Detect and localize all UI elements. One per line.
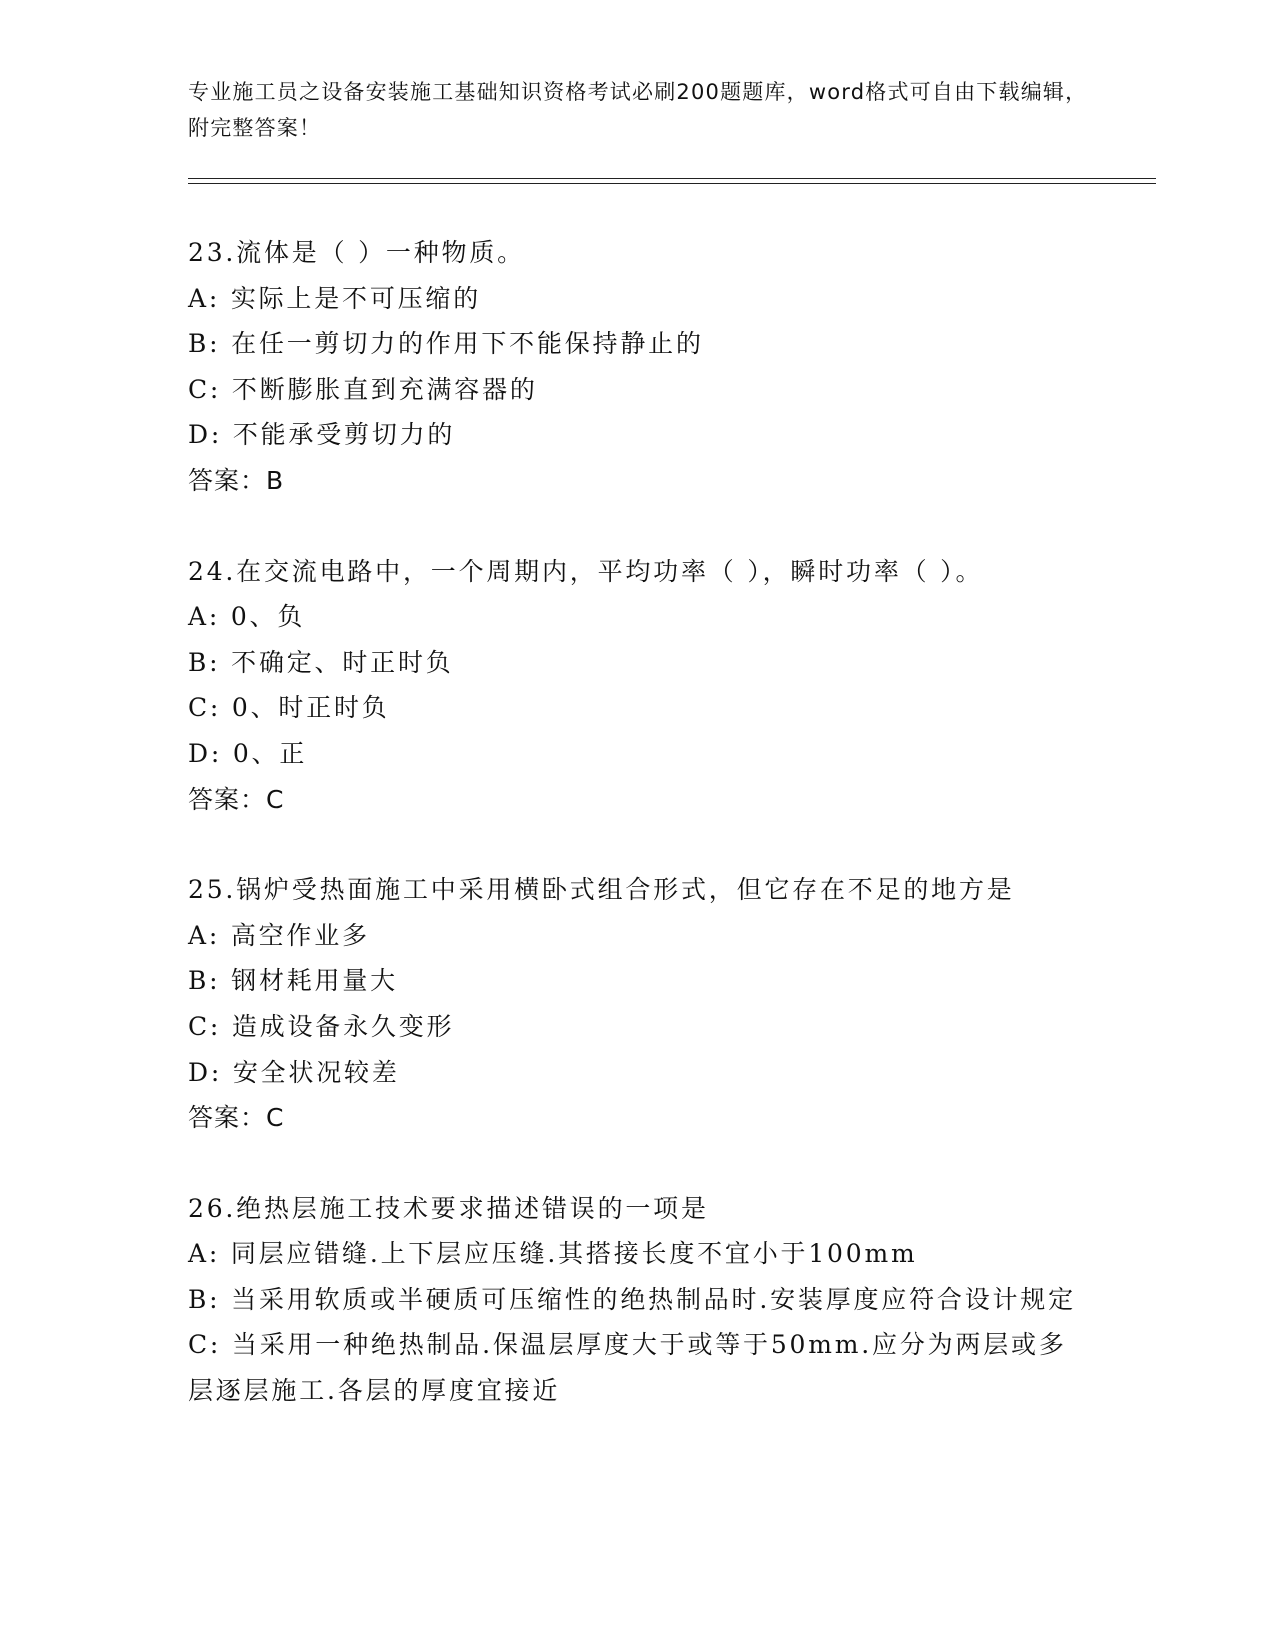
option-label: A: [188,283,221,313]
answer-label: 答案： [188,465,267,495]
question-24 [188,549,1088,823]
option-d [188,731,1088,777]
option-label: C: [188,693,222,723]
option-text: 当采用软质或半硬质可压缩性的绝热制品时.安装厚度应符合设计规定 [231,1284,1076,1314]
option-text: 在任一剪切力的作用下不能保持静止的 [231,329,704,359]
option-a [188,594,1088,640]
option-text: 高空作业多 [230,920,370,950]
option-c [188,1322,1088,1413]
option-label: B: [188,1284,221,1314]
question-number: 23. [188,238,237,267]
question-text: 在交流电路中，一个周期内，平均功率（ ），瞬时功率（ ）。 [236,556,984,586]
option-b [188,640,1088,686]
option-text: 0、负 [230,602,306,632]
option-text: 0、时正时负 [231,693,390,723]
question-number: 25. [188,875,237,905]
answer-value: C [266,1103,285,1133]
answer-value: C [266,784,285,814]
option-label: B: [188,647,221,677]
option-text: 造成设备永久变形 [231,1011,455,1041]
answer-label: 答案： [188,784,267,814]
option-text: 同层应错缝.上下层应压缝.其搭接长度不宜小于100mm [230,1239,918,1269]
question-25 [188,867,1088,1141]
option-c [188,1004,1088,1050]
option-b [188,321,1088,367]
option-label: D: [188,738,223,768]
question-number: 26. [188,1193,237,1223]
option-a [188,1231,1088,1277]
answer-line [188,777,1088,823]
option-text: 不能承受剪切力的 [232,420,456,450]
option-label: B: [188,329,221,359]
question-number: 24. [188,556,237,586]
option-b [188,1277,1088,1323]
option-text: 实际上是不可压缩的 [230,283,482,313]
question-stem [188,549,1088,595]
answer-line [188,458,1088,504]
option-c [188,367,1088,413]
document-header: 专业施工员之设备安装施工基础知识资格考试必刷200题题库，word格式可自由下载编辑，附完整答案！ [188,80,1088,140]
option-label: C: [188,1011,222,1041]
option-c [188,685,1088,731]
header-divider-bottom [188,183,1156,184]
answer-value: B [266,465,285,495]
option-text: 钢材耗用量大 [231,966,398,996]
option-label: A: [188,1239,221,1269]
option-d [188,412,1088,458]
question-26 [188,1186,1088,1414]
option-text: 0、正 [232,738,308,768]
option-label: C: [188,1330,222,1360]
question-list [188,230,1088,1414]
option-b [188,958,1088,1004]
question-text: 锅炉受热面施工中采用横卧式组合形式，但它存在不足的地方是 [236,875,1015,905]
option-label: A: [188,920,221,950]
answer-line [188,1095,1088,1141]
option-text: 当采用一种绝热制品.保温层厚度大于或等于50mm.应分为两层或多层逐层施工.各层的厚度宜接近 [188,1330,1067,1406]
option-label: D: [188,420,223,450]
option-d [188,1050,1088,1096]
question-text: 绝热层施工技术要求描述错误的一项是 [236,1193,709,1223]
option-text: 安全状况较差 [232,1057,400,1087]
option-label: C: [188,374,222,404]
option-label: A: [188,602,221,632]
option-text: 不断膨胀直到充满容器的 [231,374,538,404]
question-text: 流体是（ ）一种物质。 [236,238,525,267]
option-a [188,913,1088,959]
question-stem [188,230,1088,276]
question-stem [188,867,1088,913]
header-divider-top [188,178,1156,179]
option-text: 不确定、时正时负 [231,647,454,677]
option-label: B: [188,966,221,996]
option-a [188,276,1088,322]
option-label: D: [188,1057,223,1087]
question-23 [188,230,1088,504]
question-stem [188,1186,1088,1232]
answer-label: 答案： [188,1103,267,1133]
